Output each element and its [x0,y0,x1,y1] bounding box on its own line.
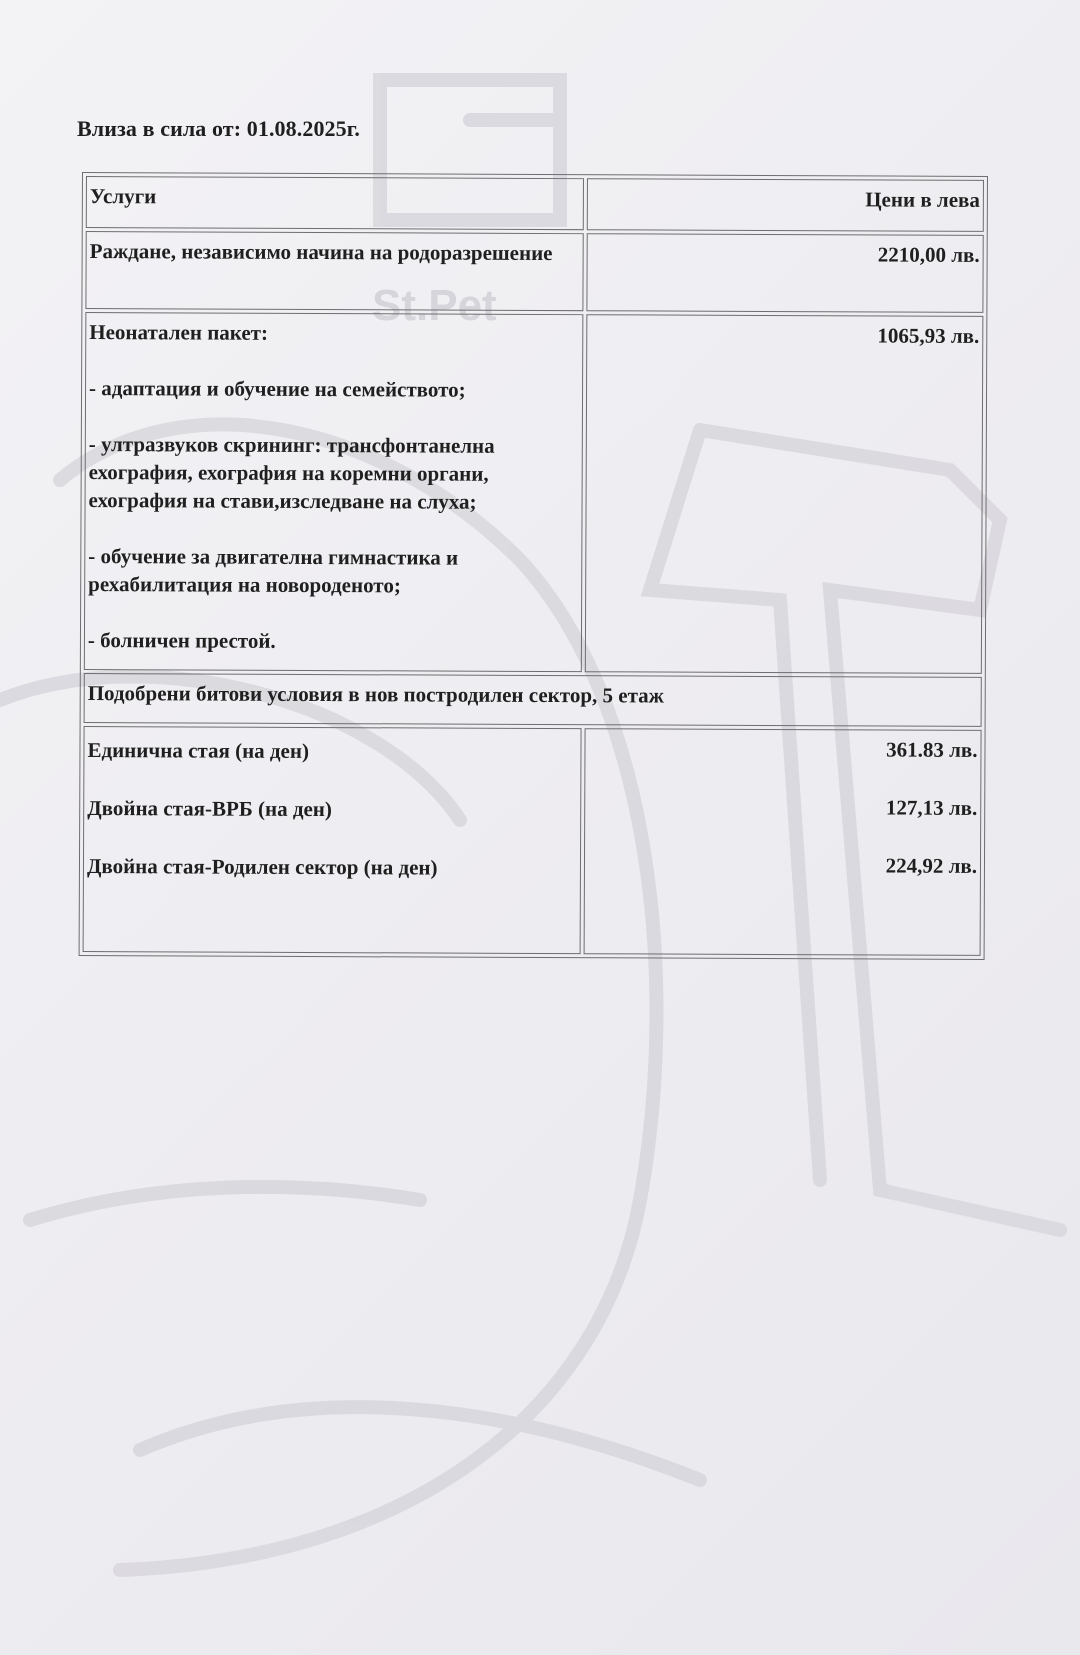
birth-service-label: Раждане, независимо начина на родоразрешение [85,231,583,311]
room-double-vrb-price: 127,13 лв. [885,795,978,820]
room-single-label: Единична стая (на ден) [87,738,310,763]
room-double-vrb-label: Двойна стая-ВРБ (на ден) [87,796,332,822]
room-double-maternity-label: Двойна стая-Родилен сектор (на ден) [86,854,438,880]
neonatal-price: 1065,93 лв. [585,314,984,674]
neonatal-item-adaptation: - адаптация и обучение на семейството; [89,376,466,402]
section-title: Подобрени битови условия в нов постродилен сектор, 5 етаж [84,673,982,727]
rooms-label-cell [83,726,582,954]
table-row-birth [85,231,983,313]
watermark-logo-text: St.Pet [372,281,497,330]
neonatal-service-cell [84,312,584,672]
neonatal-title: Неонатален пакет: [89,320,269,345]
room-single-price: 361.83 лв. [886,737,978,762]
price-table [79,172,988,960]
header-prices: Цени в лева [587,178,984,232]
rooms-price-cell [584,728,982,956]
table-row-section-title [84,673,982,727]
effective-date: Влиза в сила от: 01.08.2025г. [77,116,360,141]
table-header-row [86,176,984,232]
neonatal-item-gymnastics: - обучение за двигателна гимнастика и рехабилитация на новороденото; [88,544,459,598]
neonatal-item-hospital-stay: - болничен престой. [87,628,276,653]
header-services: Услуги [86,176,584,230]
table-row-neonatal [84,312,984,674]
neonatal-item-ultrasound: - ултразвуков скрининг: трансфонтанелна ехография, ехография на коремни органи, ехография на стави,изследване на слуха; [88,432,495,514]
birth-price: 2210,00 лв. [586,233,983,313]
room-double-maternity-price: 224,92 лв. [885,853,978,878]
table-row-rooms [83,726,982,956]
